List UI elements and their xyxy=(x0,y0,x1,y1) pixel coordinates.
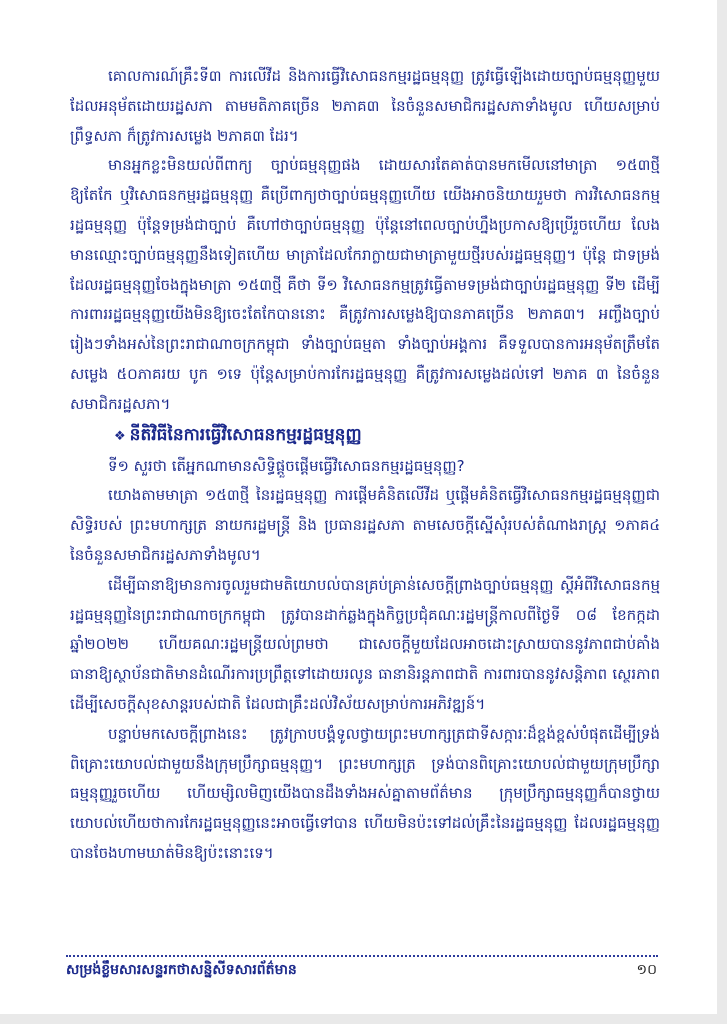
diamond-bullet-icon: ❖ xyxy=(114,428,126,444)
section-heading xyxy=(70,420,660,452)
section-heading-text: នីតិវិធីនៃការធ្វើវិសោធនកម្មរដ្ឋធម្មនុញ្ញ xyxy=(129,424,362,445)
paragraph-principle-three: គោលការណ៍គ្រឹះទី៣ ការលើវីដ និងការធ្វើវិសោធនកម្មរដ្ឋធម្មនុញ្ញ ត្រូវធ្វើឡើងដោយច្បាប់ធម្មនុញ្ញមួយដែលអនុម័តដោយរដ្ឋសភា តាមមតិភាគច្រើន ២ភាគ៣ នៃចំនួនសមាជិករដ្ឋសភាទាំងមូល ហើយសម្រាប់ព្រឹទ្ធសភា ក៏ត្រូវការសម្លេង ២ភាគ៣ ដែរ។ xyxy=(70,67,660,145)
paragraph-constitutional-council: បន្ទាប់មកសេចក្តីព្រាងនេះ ត្រូវក្រាបបង្គំទូលថ្វាយព្រះមហាក្សត្រជាទីសក្ការៈដ៏ខ្ពង់ខ្ពស់បំផុតដើម្បីទ្រង់ពិគ្រោះយោបល់ជាមួយនឹងក្រុមប្រឹក្សាធម្មនុញ្ញ។ ព្រះមហាក្សត្រ ទ្រង់បានពិគ្រោះយោបល់ជាមួយក្រុមប្រឹក្សាធម្មនុញ្ញរួចហើយ ហើយម្សិលមិញយើងបានដឹងទាំងអស់គ្នាតាមព័ត៌មាន ក្រុមប្រឹក្សាធម្មនុញ្ញក៏បានថ្វាយយោបល់ហើយថាការកែរដ្ឋធម្មនុញ្ញនេះអាចធ្វើទៅបាន ហើយមិនប៉ះទៅដល់គ្រឹះនៃរដ្ឋធម្មនុញ្ញ ដែលរដ្ឋធម្មនុញ្ញបានចែងហាមឃាត់មិនឱ្យប៉ះនោះទេ។ xyxy=(70,724,660,862)
page-number: ១០ xyxy=(636,962,657,978)
page-body xyxy=(70,62,660,869)
footer-divider xyxy=(66,955,658,957)
paragraph-council-of-ministers: ដើម្បីធានាឱ្យមានការចូលរួមជាមតិយោបល់បានគ្រប់គ្រាន់សេចក្តីព្រាងច្បាប់ធម្មនុញ្ញ ស្តីអំពីវិសោធនកម្មរដ្ឋធម្មនុញ្ញនៃព្រះរាជាណាចក្រកម្ពុជា ត្រូវបានដាក់ឆ្លងក្នុងកិច្ចប្រជុំគណៈរដ្ឋមន្ត្រីកាលពីថ្ងៃទី ០៨ ខែកក្កដា ឆ្នាំ២០២២ ហើយគណៈរដ្ឋមន្ត្រីយល់ព្រមថា ជាសេចក្តីមួយដែលអាចដោះស្រាយបាននូវភាពជាប់គាំង ធានាឱ្យស្ថាប័នជាតិមានដំណើរការប្រព្រឹត្តទៅដោយរលូន ធានានិរន្តភាពជាតិ ការពារបាននូវសន្តិភាព ស្ថេរភាព ដើម្បីសេចក្តីសុខសាន្តរបស់ជាតិ ដែលជាគ្រឹះដល់វិស័យសម្រាប់ការអភិវឌ្ឍន៍។ xyxy=(70,575,660,713)
paragraph-constitutional-law: មានអ្នកខ្លះមិនយល់ពីពាក្យ ច្បាប់ធម្មនុញ្ញផង ដោយសារតែគាត់បានមកមើលនៅមាត្រា ១៥៣ថ្មី ឱ្យតែកែ ឬវិសោធនកម្មរដ្ឋធម្មនុញ្ញ គឺប្រើពាក្យថាច្បាប់ធម្មនុញ្ញហើយ យើងអាចនិយាយរួមថា ការវិសោធនកម្មរដ្ឋធម្មនុញ្ញ ប៉ុន្តែទម្រង់ជាច្បាប់ គឺហៅថាច្បាប់ធម្មនុញ្ញ ប៉ុន្តែនៅពេលច្បាប់ហ្នឹងប្រកាសឱ្យប្រើរួចហើយ លែងមានឈ្មោះច្បាប់ធម្មនុញ្ញនឹងទៀតហើយ មាត្រាដែលកែរាក្លាយជាមាត្រាមួយថ្មីរបស់រដ្ឋធម្មនុញ្ញ។ ប៉ុន្តែ ជាទម្រង់ដែលរដ្ឋធម្មនុញ្ញចែងក្នុងមាត្រា ១៥៣ថ្មី គឺថា ទី១ វិសោធនកម្មត្រូវធ្វើតាមទម្រង់ជាច្បាប់រដ្ឋធម្មនុញ្ញ ទី២ ដើម្បីការពាររដ្ឋធម្មនុញ្ញយើងមិនឱ្យចេះតែកែបាននោះ គឺត្រូវការសម្លេងឱ្យបានភាគច្រើន ២ភាគ៣។ អញ្ចឹងច្បាប់រៀងៗទាំងអស់នៃព្រះរាជាណាចក្រកម្ពុជា ទាំងច្បាប់ធម្មតា ទាំងច្បាប់អង្គការ គឺទទួលបានការអនុម័តត្រឹមតែសម្លេង ៥០ភាគរយ បូក ១ទេ ប៉ុន្តែសម្រាប់ការកែរដ្ឋធម្មនុញ្ញ គឺត្រូវការសម្លេងដល់ទៅ ២ភាគ ៣ នៃចំនួនសមាជិករដ្ឋសភា។ xyxy=(70,156,660,413)
footer-title: សម្រង់ខ្លឹមសារសន្ទរកថាសន្និសីទសារព័ត៌មាន xyxy=(66,962,297,978)
paragraph-question-one: ទី១ សួរថា តើអ្នកណាមានសិទ្ធិផ្តួចផ្តើមធ្វើវិសោធនកម្មរដ្ឋធម្មនុញ្ញ? xyxy=(108,456,465,475)
paragraph-article-153: យោងតាមមាត្រា ១៥៣ថ្មី នៃរដ្ឋធម្មនុញ្ញ ការផ្តើមគំនិតលើវីដ ឬផ្តើមគំនិតធ្វើវិសោធនកម្មរដ្ឋធម្មនុញ្ញជាសិទ្ធិរបស់ ព្រះមហាក្សត្រ នាយករដ្ឋមន្ត្រី និង ប្រធានរដ្ឋសភា តាមសេចក្តីស្នើសុំរបស់តំណាងរាស្ត្រ ១ភាគ៤ នៃចំនួនសមាជិករដ្ឋសភាទាំងមូល។ xyxy=(70,486,660,564)
